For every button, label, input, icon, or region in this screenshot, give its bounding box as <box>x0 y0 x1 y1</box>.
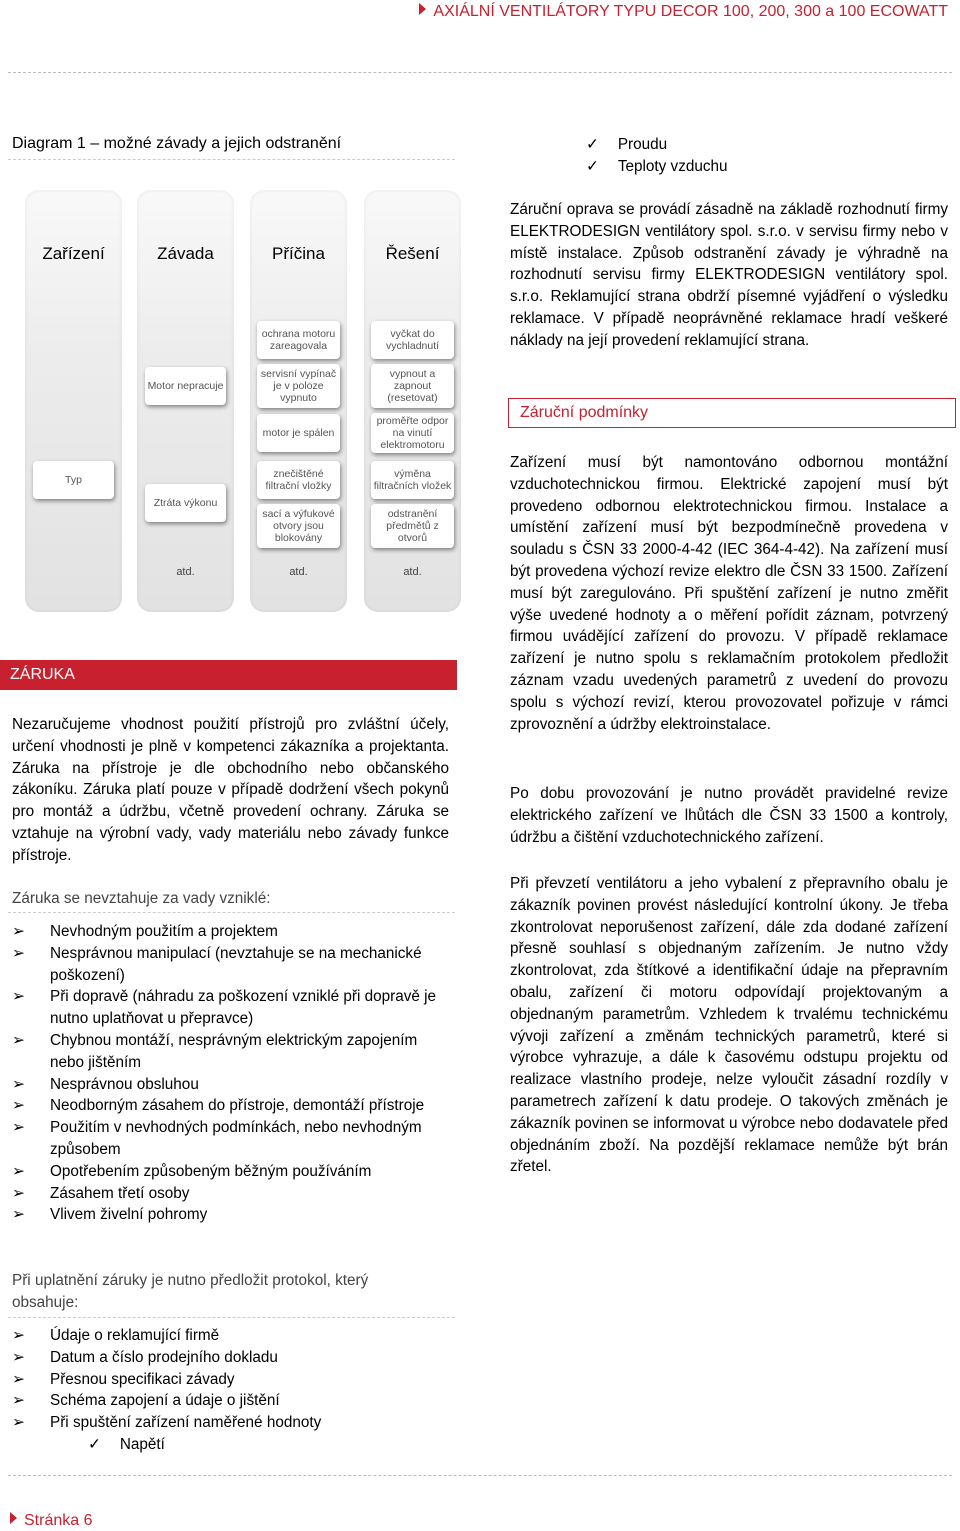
diagram-node-cause: znečištěné filtrační vložky <box>257 461 340 499</box>
protocol-divider <box>8 1317 455 1318</box>
exclusions-divider <box>8 912 455 913</box>
footer-divider <box>8 1475 952 1476</box>
diagram-node-solution: odstranění předmětů z otvorů <box>371 504 454 548</box>
arrow-bullet-icon: ➢ <box>12 1206 25 1224</box>
list-item: ➢ Nesprávnou manipulací (nevztahuje se na mechanické poškození) <box>12 944 422 984</box>
list-item: ✓ Proudu <box>586 136 668 153</box>
list-item: ➢ Při dopravě (náhradu za poškození vzniklé při dopravě je nutno uplatňovat u přepravce) <box>12 988 437 1028</box>
exclusions-title: Záruka se nevztahuje za vady vzniklé: <box>12 890 271 907</box>
list-item: ➢ Přesnou specifikaci závady <box>12 1369 454 1391</box>
diagram-node-cause: servisní vypínač je v poloze vypnuto <box>257 364 340 408</box>
column-header: Příčina <box>272 244 325 263</box>
protocol-list <box>12 1325 454 1434</box>
list-item: ➢ Údaje o reklamující firmě <box>12 1325 454 1347</box>
section-title: Záruční podmínky <box>520 404 649 421</box>
warranty-intro: Nezaručujeme vhodnost použití přístrojů pro zvláštní účely, určení vhodnosti je plně v kompetenci zákazníka a projektanta. Záruka na přístroje je dle obchodního nebo občanského zákoníku. Záruka platí pouze v případě dodržení všech pokynů pro montáž a údržbu, včetně provedení ochrany. Záruka se vztahuje na výrobní vady, vady materiálu nebo závady funkce přístroje. <box>12 716 449 864</box>
list-item: ➢ Použitím v nevhodných podmínkách, nebo nevhodným způsobem <box>12 1119 422 1158</box>
running-header <box>419 3 948 21</box>
arrow-bullet-icon: ➢ <box>12 1184 25 1202</box>
header-divider <box>8 72 952 73</box>
list-item: ➢ Při spuštění zařízení naměřené hodnoty <box>12 1412 454 1434</box>
arrow-bullet-icon: ➢ <box>12 1097 25 1115</box>
diagram-node-solution: vyčkat do vychladnutí <box>371 321 454 359</box>
list-item: ➢ Nesprávnou obsluhou <box>12 1074 454 1096</box>
column-header: Závada <box>157 244 214 263</box>
diagram-node-solution: vypnout a zapnout (resetovat) <box>371 364 454 408</box>
triangle-icon <box>419 3 426 15</box>
list-item: ➢ Opotřebením způsobeným běžným používáním <box>12 1161 454 1183</box>
check-icon: ✓ <box>586 136 599 153</box>
check-icon: ✓ <box>88 1436 101 1453</box>
arrow-bullet-icon: ➢ <box>12 988 25 1006</box>
page-number: Stránka 6 <box>24 1512 93 1529</box>
diagram-node-solution: atd. <box>403 566 422 578</box>
list-item: ✓ Napětí <box>88 1436 165 1453</box>
list-item: ➢ Nevhodným použitím a projektem <box>12 921 454 943</box>
protocol-title: Při uplatnění záruky je nutno předložit protokol, který obsahuje: <box>12 1272 369 1311</box>
list-item: ➢ Vlivem živelní pohromy <box>12 1204 454 1226</box>
list-item: ➢ Neodborným zásahem do přístroje, demontáží přístroje <box>12 1095 454 1117</box>
section-title: ZÁRUKA <box>10 666 75 683</box>
section-box-zarucni-podminky <box>508 398 956 428</box>
exclusions-list <box>12 921 454 1226</box>
arrow-bullet-icon: ➢ <box>12 923 25 940</box>
diagram-node-cause: motor je spálen <box>257 414 340 452</box>
arrow-bullet-icon: ➢ <box>12 1119 25 1137</box>
arrow-bullet-icon: ➢ <box>12 1414 25 1432</box>
diagram-caption: Diagram 1 – možné závady a jejich odstranění <box>12 135 342 152</box>
diagram-node-solution: výměna filtračních vložek <box>371 461 454 499</box>
conditions-paragraph: Zařízení musí být namontováno odbornou montážní vzduchotechnickou firmou. Elektrické zapojení musí být provedeno odbornou elektrotechnickou firmou. Instalace a umístění zařízení musí být bezpodmínečně provedena v souladu s ČSN 33 2000-4-42 (IEC 364-4-42). Na zařízení musí být provedena výchozí revize elektro dle ČSN 33 1500. Zařízení musí být zaregulováno. Při spuštění zařízení je nutno změřit výše uvedené hodnoty a o měření pořídit záznam, potvrzený firmou uvádějící zařízení do provozu. V případě reklamace zařízení je nutno spolu s reklamačním protokolem předložit záznam vzadu uvedených parametrů z uvedení do provozu spolu s výchozí revizí, kterou provozovatel pořizuje v rámci zprovoznění a údržby elektroinstalace. <box>510 454 948 733</box>
caption-divider <box>8 159 455 160</box>
diagram-node-cause: atd. <box>289 566 308 578</box>
arrow-bullet-icon: ➢ <box>12 1162 25 1180</box>
arrow-bullet-icon: ➢ <box>12 944 25 962</box>
diagram-node-fault: Motor nepracuje <box>145 367 226 405</box>
arrow-bullet-icon: ➢ <box>12 1348 25 1366</box>
inspection-paragraph: Při převzetí ventilátoru a jeho vybalení z přepravního obalu je zákazník povinen provést následující kontrolní úkony. Je třeba zkontrolovat neporušenost zařízení, dále zda dodané zařízení přesně souhlasí s objednaným zařízením. Je nutno vždy zkontrolovat, zda štítkové a identifikační údaje na přepravním obalu, zařízení či motoru odpovídají projektovaným a objednaným parametrům. Vzhledem k trvalému technickému vývoji zařízení a změnám technických parametrů, které si výrobce vyhrazuje, a dále k časovému odstupu projektu od realizace vlastního prodeje, nelze vyloučit zásadní rozdíly v parametrech zařízení k datu prodeje. O takových změnách je zákazník povinen se informovat u výrobce nebo dodavatele před objednáním zboží. Na pozdější reklamace nemůže být brán zřetel. <box>510 875 948 1176</box>
diagram-node-cause: ochrana motoru zareagovala <box>257 321 340 359</box>
list-item: ➢ Schéma zapojení a údaje o jištění <box>12 1390 454 1412</box>
diagram-node-solution: proměřte odpor na vinutí elektromotoru <box>371 413 454 453</box>
arrow-bullet-icon: ➢ <box>12 1327 25 1344</box>
header-title: AXIÁLNÍ VENTILÁTORY TYPU DECOR 100, 200, 300 a 100 ECOWATT <box>433 3 948 20</box>
arrow-bullet-icon: ➢ <box>12 1370 25 1388</box>
list-item: ➢ Chybnou montáží, nesprávným elektrickým zapojením nebo jištěním <box>12 1031 418 1071</box>
repair-paragraph: Záruční oprava se provádí zásadně na základě rozhodnutí firmy ELEKTRODESIGN ventilátory spol. s.r.o. v servisu firmy nebo v místě instalace. Způsob odstranění závady je výhradně na rozhodnutí servisu firmy ELEKTRODESIGN ventilátory spol. s.r.o. Reklamující strana obdrží písemné vyjádření o výsledku reklamace. V případě neoprávněné reklamace hradí veškeré náklady na její provedení reklamující strana. <box>510 201 948 349</box>
column-header: Řešení <box>385 244 440 263</box>
arrow-bullet-icon: ➢ <box>12 1075 25 1093</box>
arrow-bullet-icon: ➢ <box>12 1031 25 1049</box>
column-header: Zařízení <box>42 244 105 263</box>
diagram-node-cause: sací a výfukové otvory jsou blokovány <box>257 504 340 548</box>
list-item: ✓ Teploty vzduchu <box>586 158 728 175</box>
arrow-bullet-icon: ➢ <box>12 1392 25 1410</box>
revision-paragraph: Po dobu provozování je nutno provádět pravidelné revize elektrického zařízení ve lhůtách dle ČSN 33 1500 a kontroly, údržbu a čištění vzduchotechnického zařízení. <box>510 785 948 846</box>
page-footer <box>10 1512 92 1530</box>
triangle-icon <box>10 1512 17 1524</box>
diagram-node-fault: atd. <box>176 566 195 578</box>
check-icon: ✓ <box>586 158 599 175</box>
list-item: ➢ Datum a číslo prodejního dokladu <box>12 1347 454 1369</box>
diagram-node-device: Typ <box>33 461 114 499</box>
diagram-node-fault: Ztráta výkonu <box>145 484 226 522</box>
section-bar-zaruka <box>0 660 457 690</box>
list-item: ➢ Zásahem třetí osoby <box>12 1183 454 1205</box>
